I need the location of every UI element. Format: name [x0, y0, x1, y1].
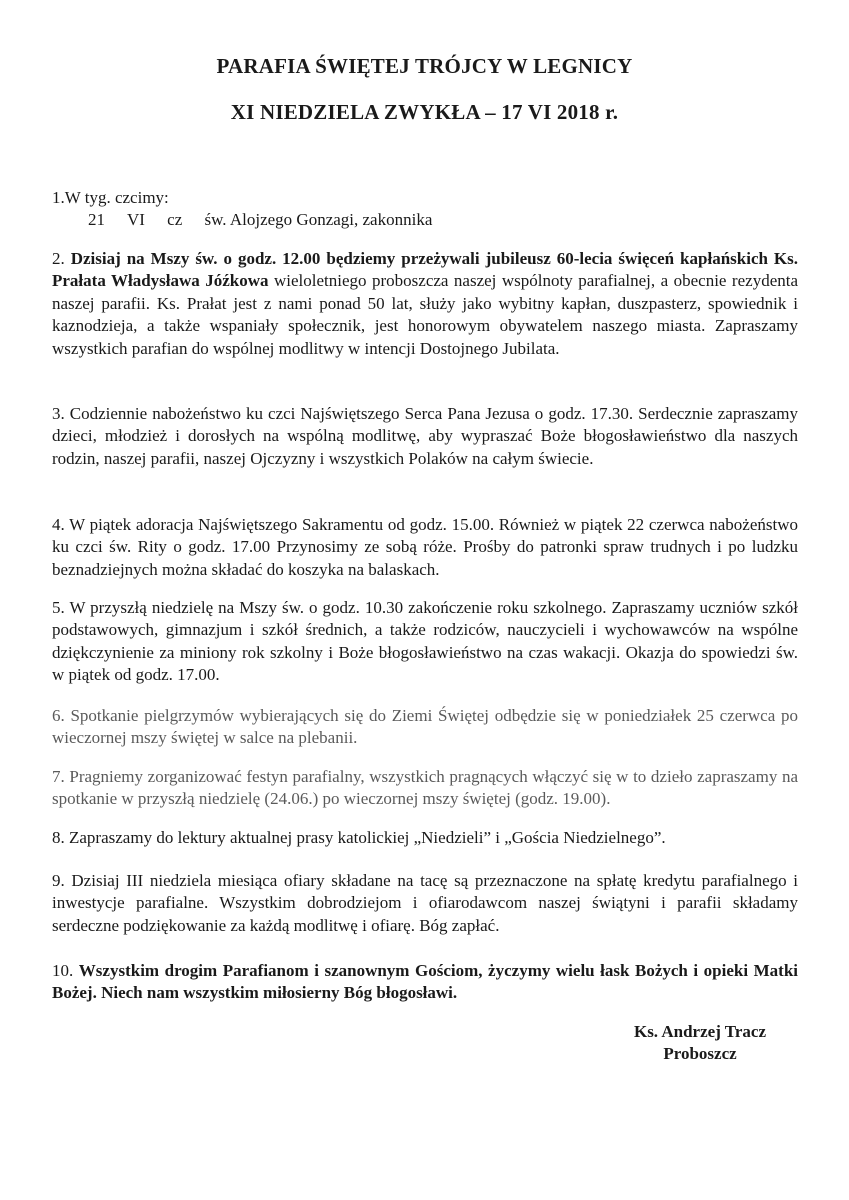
item-3 — [52, 403, 798, 470]
feast-month: VI — [126, 210, 145, 230]
item-10-bold-text: Wszystkim drogim Parafianom i szanownym Gościom, życzymy wielu łask Bożych i opieki Matki Bożej. Niech nam wszystkim miłosierny Bóg błogosławi. — [52, 961, 798, 1003]
item-8-text: 8. Zapraszamy do lektury aktualnej prasy katolickiej „Niedzieli” i „Gościa Niedzielnego”. — [52, 828, 666, 847]
item-6-text: 6. Spotkanie pielgrzymów wybierających się do Ziemi Świętej odbędzie się w poniedziałek 25 czerwca po wieczornej mszy świętej w salce na plebanii. — [52, 706, 798, 748]
item-4-text: 4. W piątek adoracja Najświętszego Sakramentu od godz. 15.00. Również w piątek 22 czerwca nabożeństwo ku czci św. Rity o godz. 17.00 Przynosimy ze sobą róże. Prośby do patronki spraw trudnych i po ludzku beznadziejnych można składać do koszyka na balaskach. — [52, 515, 798, 579]
item-7-text: 7. Pragniemy zorganizować festyn parafialny, wszystkich pragnących włączyć się w to dzieło zapraszamy na spotkanie w przyszłą niedzielę (24.06.) po wieczornej mszy świętej (godz. 19.00). — [52, 767, 798, 809]
item-8 — [52, 827, 798, 849]
parish-title: PARAFIA ŚWIĘTEJ TRÓJCY W LEGNICY — [216, 54, 633, 78]
signature — [600, 1021, 800, 1066]
item-3-text: 3. Codziennie nabożeństwo ku czci Najświętszego Serca Pana Jezusa o godz. 17.30. Serdecznie zapraszamy dzieci, młodzież i dorosłych na wspólną modlitwę, aby wypraszać Boże błogosławieństwo dla naszych rodzin, naszej parafii, naszej Ojczyzny i wszystkich Polaków na całym świecie. — [52, 404, 798, 468]
item-1-feast-row — [52, 209, 798, 231]
item-9 — [52, 870, 798, 937]
sunday-title: XI NIEDZIELA ZWYKŁA – 17 VI 2018 r. — [230, 100, 619, 124]
item-5 — [52, 597, 798, 687]
item-9-text: 9. Dzisiaj III niedziela miesiąca ofiary składane na tacę są przeznaczone na spłatę kredytu parafialnego i inwestycje parafialne. Wszystkim dobrodziejom i ofiarodawcom naszej świątyni i parafii składamy serdeczne podziękowanie za każdą modlitwę i ofiarę. Bóg zapłać. — [52, 871, 798, 935]
item-2-text: wieloletniego proboszcza naszej wspólnoty parafialnej, a obecnie rezydenta naszej parafii. Ks. Prałat jest z nami ponad 50 lat, służy jako wybitny kapłan, duszpasterz, spowiednik i kaznodzieja, a także wspaniały społecznik, jest honorowym obywatelem naszego miasta. Zapraszamy wszystkich parafian do wspólnej modlitwy w intencji Dostojnego Jubilata. — [52, 271, 799, 358]
signature-name: Ks. Andrzej Tracz — [633, 1022, 767, 1041]
item-6 — [52, 705, 798, 750]
item-1-intro: 1.W tyg. czcimy: — [52, 188, 169, 207]
item-10-number: 10. — [52, 961, 79, 980]
item-10 — [52, 960, 798, 1005]
item-5-text: 5. W przyszłą niedzielę na Mszy św. o godz. 10.30 zakończenie roku szkolnego. Zapraszamy uczniów szkół podstawowych, gimnazjum i szkół średnich, a także rodziców, nauczycieli i wychowawców na wspólne dziękczynienie za miniony rok szkolny i Boże błogosławieństwo na czas wakacji. Okazja do spowiedzi św. w piątek od godz. 17.00. — [52, 598, 798, 685]
signature-role: Proboszcz — [663, 1044, 737, 1064]
item-4 — [52, 514, 798, 581]
item-2 — [52, 248, 798, 360]
item-2-number: 2. — [52, 249, 71, 268]
item-2-bold-text: Dzisiaj na Mszy św. o godz. 12.00 będziemy przeżywali jubileusz 60-lecia święceń kapłańskich Ks. Prałata Władysława Jóźkowa — [52, 249, 798, 291]
feast-saint: św. Alojzego Gonzagi, zakonnika — [204, 210, 433, 230]
item-1 — [52, 187, 798, 232]
feast-day: 21 — [88, 210, 105, 230]
feast-weekday: cz — [167, 210, 183, 230]
item-7 — [52, 766, 798, 811]
